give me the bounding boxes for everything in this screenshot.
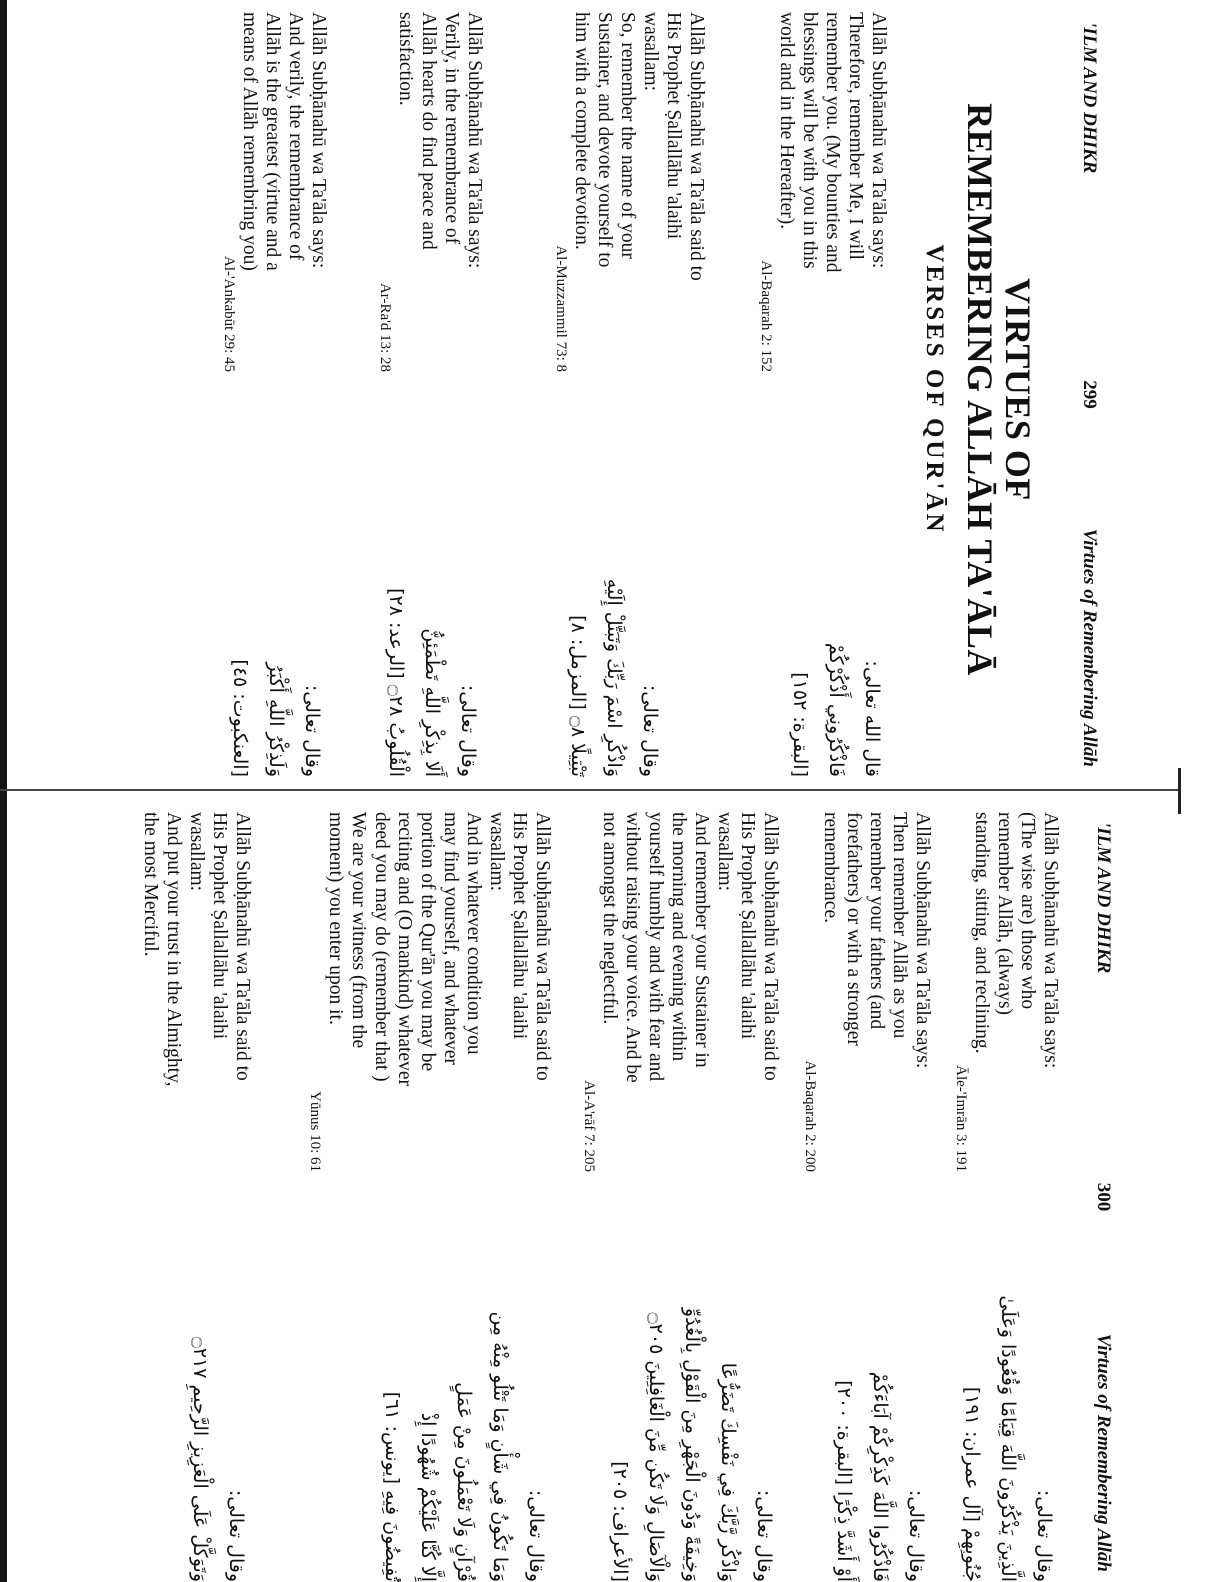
arabic-verse	[826, 1182, 934, 1582]
arabic-line: فَاذْكُرُوا اللَّهَ كَذِكْرِكُمْ آبَاءَكُمْ	[869, 1371, 891, 1582]
translation-line: Then remember Allāh as you	[889, 812, 910, 1039]
arabic-line: وقال تعالى:	[753, 1489, 775, 1582]
translation-line: means of Allāh remembring you)	[239, 12, 260, 271]
translation-line: So, remember the name of your	[617, 12, 638, 259]
arabic-line: وَاذْكُرِ اسْمَ رَبِّكَ وَتَبَتَّلْ إِلَيْهِ	[603, 578, 625, 777]
english-translation	[306, 812, 554, 1172]
translation-line: yourself humbly and with fear and	[645, 812, 666, 1082]
arabic-verse	[782, 377, 890, 777]
english-translation	[580, 812, 782, 1172]
arabic-verse	[954, 1182, 1062, 1582]
translation-line: the most Merciful.	[140, 812, 161, 957]
translation-line: the morning and evening within	[668, 812, 689, 1062]
translation-line: without raising your voice. And be	[622, 812, 643, 1083]
arabic-line: فَاذْكُرُونِي أَذْكُرْكُمْ	[825, 642, 847, 777]
translation-line: deed you may do (remember that )	[371, 812, 392, 1082]
translation-line: standing, sitting, and reclining.	[971, 812, 992, 1054]
arabic-line: وقال تعالى:	[1033, 1489, 1055, 1582]
arabic-line: تَبْتِيلًا ۝٨ [المزمل: ٨]	[567, 615, 589, 777]
translation-line: Allāh Subḥānahū wa Ta'āla said to	[532, 812, 553, 1081]
book-spine-shadow	[0, 0, 7, 1582]
verse-reference: Al-Baqarah 2: 200	[802, 1060, 818, 1172]
english-translation	[801, 812, 934, 1172]
arabic-line: قال الله تعالى:	[861, 660, 883, 777]
arabic-line: [البقرة: ١٥٢]	[789, 672, 811, 777]
page-299	[53, 2, 1108, 777]
running-header	[1084, 822, 1114, 1572]
translation-line: Allāh Subḥānahū wa Ta'āla says:	[912, 812, 933, 1069]
arabic-line: وقال تعالى:	[225, 1489, 247, 1582]
verse-reference: Āle-'Imrān 3: 191	[953, 1065, 969, 1172]
translation-line: We are your witness (from the	[348, 812, 369, 1049]
translation-line: Allāh is the greatest (virtue and a	[262, 12, 283, 271]
page-number: 300	[1093, 1182, 1114, 1212]
arabic-line: وَالْآصَالِ وَلَا تَكُن مِّنَ الْغَافِلِينَ ۝٢٠٥	[645, 1312, 667, 1582]
english-translation	[376, 12, 486, 372]
english-translation	[757, 12, 890, 372]
header-left: 'ILM AND DHIKR	[1093, 822, 1114, 974]
translation-line: And remember your Sustainer in	[691, 812, 712, 1068]
translation-line: Allāh Subḥānahū wa Ta'āla says:	[868, 12, 889, 269]
verse-reference: Al-A'rāf 7: 205	[581, 1080, 597, 1172]
arabic-verse	[378, 377, 486, 777]
verse-reference: Ar-Ra'd 13: 28	[377, 282, 393, 372]
translation-line: world and in the Hereafter).	[776, 12, 797, 230]
page-fold-mark	[1178, 768, 1181, 814]
translation-line: reciting and (O mankind) whatever	[394, 812, 415, 1086]
arabic-line: الْقُلُوبُ ۝٢٨ [الرعد: ٢٨]	[385, 588, 407, 777]
translation-line: wasallam:	[640, 12, 661, 92]
arabic-line: وَمَا تَكُونُ فِي شَأْنٍ وَمَا تَتْلُو مِنْهُ مِن	[489, 1311, 511, 1582]
translation-line: Allāh Subḥānahū wa Ta'āla says:	[308, 12, 329, 269]
arabic-line: جُنُوبِهِمْ [آل عمران: ١٩١]	[961, 1386, 983, 1582]
translation-line: And verily, the remembrance of	[285, 12, 306, 261]
translation-line: wasallam:	[186, 812, 207, 892]
arabic-line: إِلَّا كُنَّا عَلَيْكُمْ شُهُودًا إِذْ	[417, 1412, 439, 1582]
verse-reference: Al-Baqarah 2: 152	[758, 260, 774, 372]
translation-line: may find yourself, and whatever	[440, 812, 461, 1065]
arabic-line: وَتَوَكَّلْ عَلَى الْعَزِيزِ الرَّحِيمِ ۝٢١٧	[189, 1336, 211, 1582]
translation-line: wasallam:	[714, 812, 735, 892]
translation-line: And in whatever condition you	[463, 812, 484, 1055]
translation-line: Allāh Subḥānahū wa Ta'āla said to	[686, 12, 707, 281]
translation-line: Allāh hearts do find peace and	[418, 12, 439, 250]
arabic-line: وقال تعالى:	[905, 1489, 927, 1582]
running-header	[1070, 22, 1100, 767]
translation-line: remember your fathers (and	[866, 812, 887, 1030]
translation-line: remember you. (My bounties and	[822, 12, 843, 273]
arabic-line: [العنكبوت: ٤٥]	[229, 659, 251, 777]
translation-line: Allāh Subḥānahū wa Ta'āla says:	[464, 12, 485, 269]
translation-line: moment) you enter upon it.	[325, 812, 346, 1025]
translation-line: His Prophet Ṣallallāhu 'alaihi	[663, 12, 684, 240]
english-translation	[552, 12, 708, 372]
translation-line: Therefore, remember Me, I will	[845, 12, 866, 260]
translation-line: Sustainer, and devote yourself to	[594, 12, 615, 268]
arabic-verse	[560, 377, 668, 777]
translation-line: His Prophet Ṣallallāhu 'alaihi	[209, 812, 230, 1040]
arabic-line: [الأعراف: ٢٠٥]	[609, 1461, 631, 1582]
header-right: Virtues of Remembering Allāh	[1079, 528, 1100, 767]
arabic-line: وَخِيفَةً وَدُونَ الْجَهْرِ مِنَ الْقَوْلِ بِالْغُدُوِّ	[681, 1307, 703, 1582]
translation-line: Allāh Subḥānahū wa Ta'āla says:	[1040, 812, 1061, 1069]
verse-reference: Al-Muzzammil 73: 8	[553, 245, 569, 372]
arabic-verse	[374, 1182, 554, 1582]
chapter-title-line-2: REMEMBERING ALLĀH TA'ĀLĀ	[960, 103, 1000, 676]
translation-line: Allāh Subḥānahū wa Ta'āla said to	[760, 812, 781, 1081]
arabic-line: قُرْآنٍ وَلَا تَعْمَلُونَ مِنْ عَمَلٍ	[453, 1382, 475, 1582]
translation-line: portion of the Qur'ān you may be	[417, 812, 438, 1072]
page-300	[62, 802, 1122, 1582]
translation-line: Verily, in the remembrance of	[441, 12, 462, 245]
arabic-verse	[182, 1182, 254, 1582]
translation-line: not amongst the neglectful.	[599, 812, 620, 1025]
arabic-line: وقال تعالى:	[301, 684, 323, 777]
arabic-line: وقال تعالى:	[525, 1489, 547, 1582]
arabic-verse	[222, 377, 330, 777]
translation-line: (The wise are) those who	[1017, 812, 1038, 1010]
header-left: 'ILM AND DHIKR	[1079, 22, 1100, 174]
arabic-line: الَّذِينَ يَذْكُرُونَ اللَّهَ قِيَامًا وَقُعُودًا وَعَلَىٰ	[997, 1295, 1019, 1582]
page-fold-line	[0, 789, 1180, 791]
arabic-line: وقال تعالى:	[457, 684, 479, 777]
english-translation	[952, 812, 1062, 1172]
english-translation	[220, 12, 330, 372]
translation-line: His Prophet Ṣallallāhu 'alaihi	[509, 812, 530, 1040]
translation-line: him with a complete devotion.	[571, 12, 592, 250]
arabic-line: وقال تعالى:	[639, 684, 661, 777]
header-right: Virtues of Remembering Allāh	[1093, 1333, 1114, 1572]
verse-reference: Al-'Ankabūt 29: 45	[221, 255, 237, 372]
translation-line: remember Allāh, (always)	[994, 812, 1015, 1016]
chapter-title-line-1: VIRTUES OF	[998, 278, 1038, 501]
arabic-line: تُفِيضُونَ فِيهِ [يونس: ٦١]	[381, 1391, 403, 1582]
arabic-line: وَاذْكُر رَّبَّكَ فِي نَفْسِكَ تَضَرُّعًا	[717, 1362, 739, 1582]
verse-reference: Yūnus 10: 61	[307, 1091, 323, 1172]
translation-line: And put your trust in the Almighty,	[163, 812, 184, 1087]
translation-line: wasallam:	[486, 812, 507, 892]
section-subtitle: VERSES OF QUR'ĀN	[921, 244, 948, 535]
arabic-line: وَلَذِكْرُ اللَّهِ أَكْبَرُ	[265, 662, 287, 777]
translation-line: remembrance.	[820, 812, 841, 923]
arabic-verse	[602, 1182, 782, 1582]
page-number: 299	[1079, 380, 1100, 409]
translation-line: blessings will be with you in this	[799, 12, 820, 269]
translation-line: satisfaction.	[395, 12, 416, 106]
translation-line: Allāh Subḥānahū wa Ta'āla said to	[232, 812, 253, 1081]
english-translation	[139, 812, 254, 1172]
arabic-line: أَوْ أَشَدَّ ذِكْرًا [البقرة: ٢٠٠]	[833, 1380, 855, 1582]
translation-line: forefathers) or with a stronger	[843, 812, 864, 1046]
translation-line: His Prophet Ṣallallāhu 'alaihi	[737, 812, 758, 1040]
arabic-line: أَلَا بِذِكْرِ اللَّهِ تَطْمَئِنُّ	[421, 628, 443, 777]
